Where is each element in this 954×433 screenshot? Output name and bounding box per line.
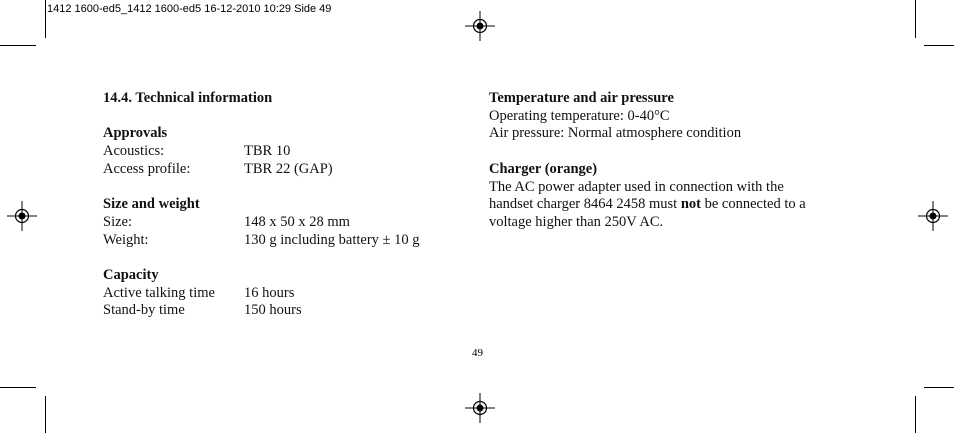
right-column (489, 90, 869, 232)
registration-mark-top-icon (465, 11, 495, 41)
crop-mark-top-right-h (924, 45, 954, 46)
crop-mark-bottom-right-v (915, 396, 916, 433)
left-column (103, 90, 463, 320)
spec-row (103, 285, 463, 303)
crop-mark-top-left-h (0, 45, 36, 46)
spec-label: Active talking time (103, 284, 215, 301)
crop-mark-top-right-v (915, 0, 916, 38)
page-number: 49 (472, 347, 483, 359)
capacity-heading: Capacity (103, 266, 159, 283)
temperature-line: Operating temperature: 0-40°C (489, 107, 670, 124)
charger-text: be connected to a (700, 196, 806, 213)
print-slug: 1412 1600-ed5_1412 1600-ed5 16-12-2010 10:29 Side 49 (47, 3, 332, 15)
temperature-heading: Temperature and air pressure (489, 90, 674, 106)
spec-label: Weight: (103, 231, 149, 248)
spec-value: 150 hours (244, 302, 302, 319)
charger-emphasis: not (680, 196, 701, 213)
air-pressure-line: Air pressure: Normal atmosphere condition (489, 125, 742, 142)
spec-value: TBR 10 (244, 143, 291, 160)
crop-mark-bottom-right-h (924, 387, 954, 388)
spec-row (103, 143, 463, 161)
size-weight-heading: Size and weight (103, 196, 200, 213)
crop-mark-bottom-left-v (45, 396, 46, 433)
approvals-heading: Approvals (103, 125, 168, 142)
charger-text: handset charger 8464 2458 must (489, 196, 681, 213)
charger-line: The AC power adapter used in connection with the (489, 178, 784, 195)
spec-label: Acoustics: (103, 143, 165, 160)
spec-row (103, 302, 463, 320)
registration-mark-left-icon (7, 201, 37, 231)
spec-value: 130 g including battery ± 10 g (244, 231, 420, 248)
crop-mark-bottom-left-h (0, 387, 36, 388)
spec-value: 148 x 50 x 28 mm (244, 213, 350, 230)
spec-value: 16 hours (244, 284, 295, 301)
crop-mark-top-left-v (45, 0, 46, 38)
section-title: 14.4. Technical information (103, 90, 273, 106)
spec-label: Access profile: (103, 160, 191, 177)
spec-label: Stand-by time (103, 302, 185, 319)
spec-value: TBR 22 (GAP) (244, 160, 333, 177)
registration-mark-bottom-icon (465, 393, 495, 423)
spec-row (103, 161, 463, 179)
charger-heading: Charger (orange) (489, 160, 598, 177)
registration-mark-right-icon (918, 201, 948, 231)
charger-line: voltage higher than 250V AC. (489, 213, 664, 230)
spec-row (103, 232, 463, 250)
spec-row (103, 214, 463, 232)
spec-label: Size: (103, 213, 132, 230)
charger-line (489, 196, 869, 214)
